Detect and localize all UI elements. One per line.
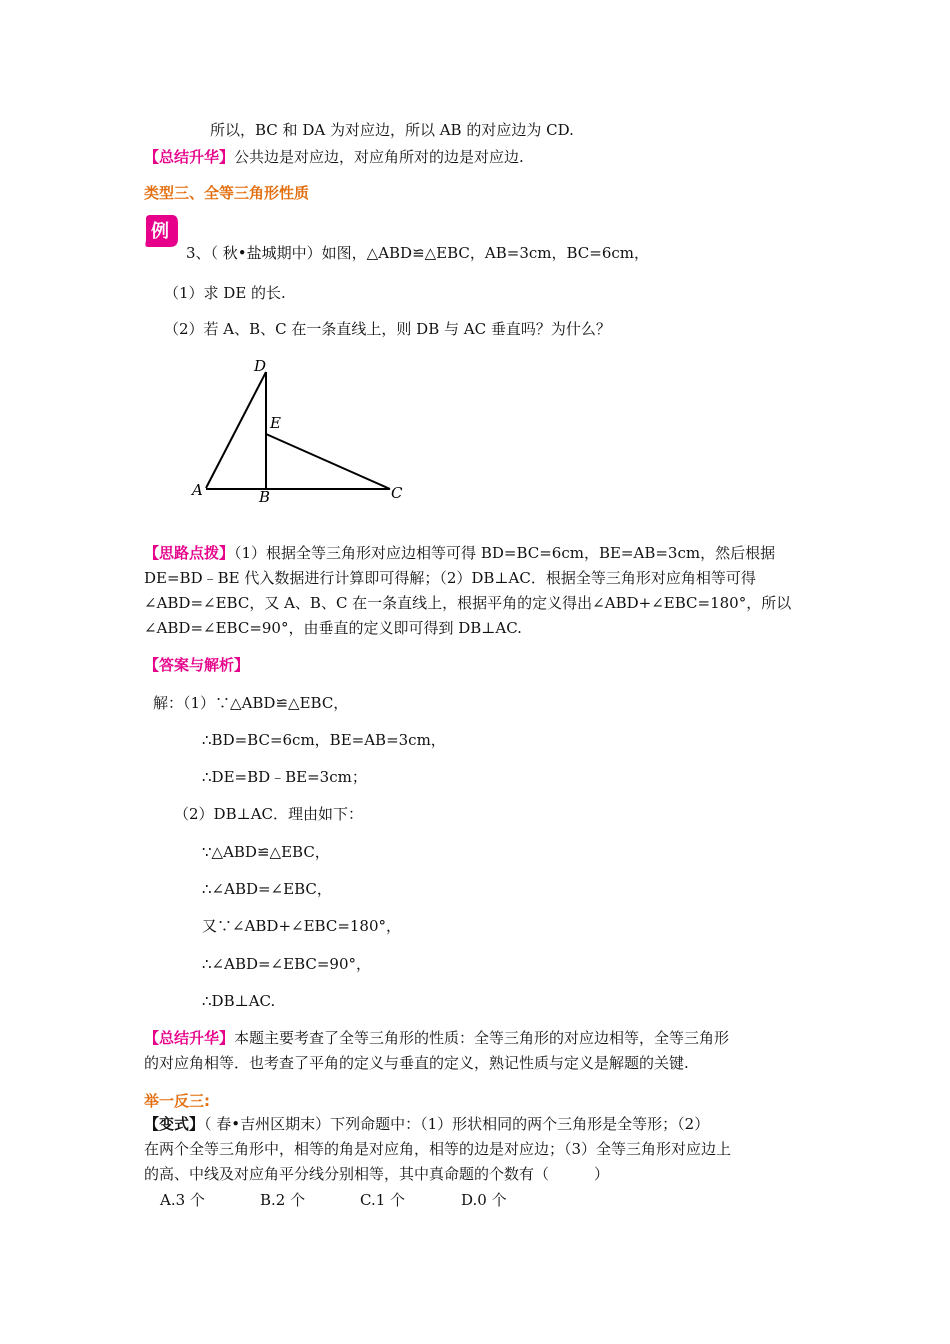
solution-step-5: ∵△ABD≌△EBC， (202, 843, 330, 861)
option-a: A.3 个 (160, 1191, 205, 1209)
solution-step-6: ∴∠ABD=∠EBC， (202, 880, 332, 898)
summary2-tag: 【总结升华】 (144, 1029, 235, 1047)
segment-ec (266, 434, 390, 489)
hint-line-1: 【思路点拨】（1）根据全等三角形对应边相等可得 BD=BC=6cm，BE=AB=3cm，然后根据 (144, 544, 776, 562)
question-1: （1）求 DE 的长. (164, 284, 286, 302)
segment-ad (206, 372, 266, 488)
label-d: D (254, 357, 267, 375)
hint-line-2: DE=BD﹣BE 代入数据进行计算即可得解；（2）DB⊥AC．根据全等三角形对应角相等可得 (144, 569, 756, 587)
label-c: C (391, 484, 403, 502)
hint-line-4: ∠ABD=∠EBC=90°，由垂直的定义即可得到 DB⊥AC. (144, 619, 522, 637)
hint-tag: 【思路点拨】 (144, 544, 235, 562)
label-e: E (270, 414, 281, 432)
solution-step-1: 解：（1）∵△ABD≌△EBC， (153, 694, 349, 712)
summary2-line-2: 的对应角相等．也考查了平角的定义与垂直的定义，熟记性质与定义是解题的关键. (144, 1054, 689, 1072)
option-b: B.2 个 (260, 1191, 306, 1209)
solution-step-2: ∴BD=BC=6cm，BE=AB=3cm， (202, 731, 446, 749)
solution-step-7: 又∵∠ABD+∠EBC=180°， (202, 917, 402, 935)
solution-step-3: ∴DE=BD﹣BE=3cm； (202, 768, 367, 786)
practice-line-1: 【变式】（ 春•吉州区期末）下列命题中：（1）形状相同的两个三角形是全等形；（2） (144, 1115, 710, 1133)
example-badge-label: 例 (151, 221, 169, 242)
continuation-line: 所以，BC 和 DA 为对应边，所以 AB 的对应边为 CD. (210, 121, 574, 139)
question-2: （2）若 A、B、C 在一条直线上，则 DB 与 AC 垂直吗？为什么？ (164, 320, 611, 338)
option-d: D.0 个 (461, 1191, 507, 1209)
summary2-line-1: 【总结升华】本题主要考查了全等三角形的性质：全等三角形的对应边相等，全等三角形 (144, 1029, 730, 1047)
option-c: C.1 个 (360, 1191, 406, 1209)
practice-line-2: 在两个全等三角形中，相等的角是对应角，相等的边是对应边；（3）全等三角形对应边上 (144, 1140, 732, 1158)
section-title: 类型三、全等三角形性质 (144, 184, 310, 202)
answer-tag: 【答案与解析】 (144, 656, 250, 674)
triangle-figure (180, 352, 420, 512)
variant-tag: 【变式】 (144, 1115, 205, 1133)
label-a: A (192, 481, 203, 499)
label-b: B (259, 488, 271, 506)
practice-title: 举一反三: (144, 1092, 210, 1110)
solution-step-9: ∴DB⊥AC. (202, 992, 276, 1010)
hint-line-3: ∠ABD=∠EBC，又 A、B、C 在一条直线上，根据平角的定义得出∠ABD+∠EBC=180°，所以 (144, 594, 792, 612)
summary-line-1 (144, 147, 524, 167)
summary-text: 公共边是对应边，对应角所对的边是对应边. (234, 148, 524, 166)
example-stem: 3、（ 秋•盐城期中）如图，△ABD≌△EBC，AB=3cm，BC=6cm， (186, 244, 650, 262)
practice-line-3: 的高、中线及对应角平分线分别相等，其中真命题的个数有（ ） (144, 1165, 610, 1183)
solution-step-4: （2）DB⊥AC．理由如下： (174, 805, 364, 823)
example-badge-icon (144, 215, 178, 247)
solution-step-8: ∴∠ABD=∠EBC=90°， (202, 955, 372, 973)
summary-tag: 【总结升华】 (144, 148, 235, 166)
